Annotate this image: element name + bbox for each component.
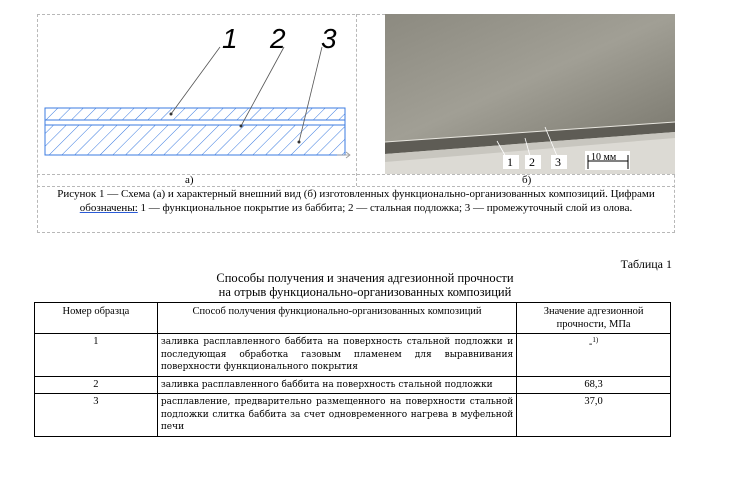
cell-num: 1 [35, 334, 158, 377]
schematic-label-1: 1 [222, 23, 238, 54]
table-header-row [35, 303, 671, 334]
cell-num: 2 [35, 376, 158, 394]
table-title-line1: Способы получения и значения адгезионной прочности [216, 271, 514, 285]
cell-value: 68,3 [517, 376, 671, 394]
table-title-line2: на отрыв функционально-организованных композиций [218, 284, 512, 299]
cell-value: 37,0 [517, 394, 671, 437]
schematic-label-2: 2 [270, 23, 286, 54]
photo-label-3: 3 [555, 155, 561, 169]
table-title [0, 272, 730, 299]
layer-intermediate [45, 120, 345, 125]
data-table [34, 302, 671, 437]
layer-substrate [45, 125, 345, 155]
caption-text-2: 1 — функциональное покрытие из баббита; 2 — стальная подложка; 3 — промежуточный слой из олова. [137, 201, 633, 214]
photo-label-2: 2 [529, 155, 535, 169]
table-row [35, 376, 671, 394]
cell-value [517, 334, 671, 377]
value-text: - [588, 338, 593, 350]
figure-divider-lower [37, 186, 675, 187]
header-method: Способ получения функционально-организованных композиций [157, 303, 516, 334]
sample-photo [385, 14, 675, 174]
caption-underlined: обозначены: [79, 201, 138, 214]
photo-label-1: 1 [507, 155, 513, 169]
panel-a-label: а) [185, 174, 194, 186]
header-sample-number: Номер образца [35, 303, 158, 334]
cell-method: заливка расплавленного баббита на поверхность стальной подложки [157, 376, 516, 394]
footnote-mark: 1) [592, 336, 599, 344]
table-label: Таблица 1 [620, 257, 672, 271]
cell-method: заливка расплавленного баббита на поверхность стальной подложки и последующая обработка газовым пламенем для выравнивания поверхности функционального покрытия [157, 334, 516, 377]
table-row [35, 394, 671, 437]
figure-caption [40, 188, 672, 215]
cell-num: 3 [35, 394, 158, 437]
caption-text-1: Рисунок 1 — Схема (а) и характерный внешний вид (б) изготовленных функционально-организованных композиций. Цифрами [57, 188, 655, 200]
header-strength: Значение адгезионной прочности, МПа [517, 303, 671, 334]
panel-b-label: б) [522, 174, 532, 186]
layer-coating [45, 108, 345, 120]
scale-bar: 10 мм [591, 152, 617, 163]
figure-divider-vertical [356, 14, 357, 186]
schematic-label-3: 3 [321, 23, 337, 54]
schematic-diagram [37, 14, 355, 174]
cell-method: расплавление, предварительно размещенного на поверхности стальной подложки слитка баббита за счет одновременного нагрева в муфельной печи [157, 394, 516, 437]
table-row [35, 334, 671, 377]
